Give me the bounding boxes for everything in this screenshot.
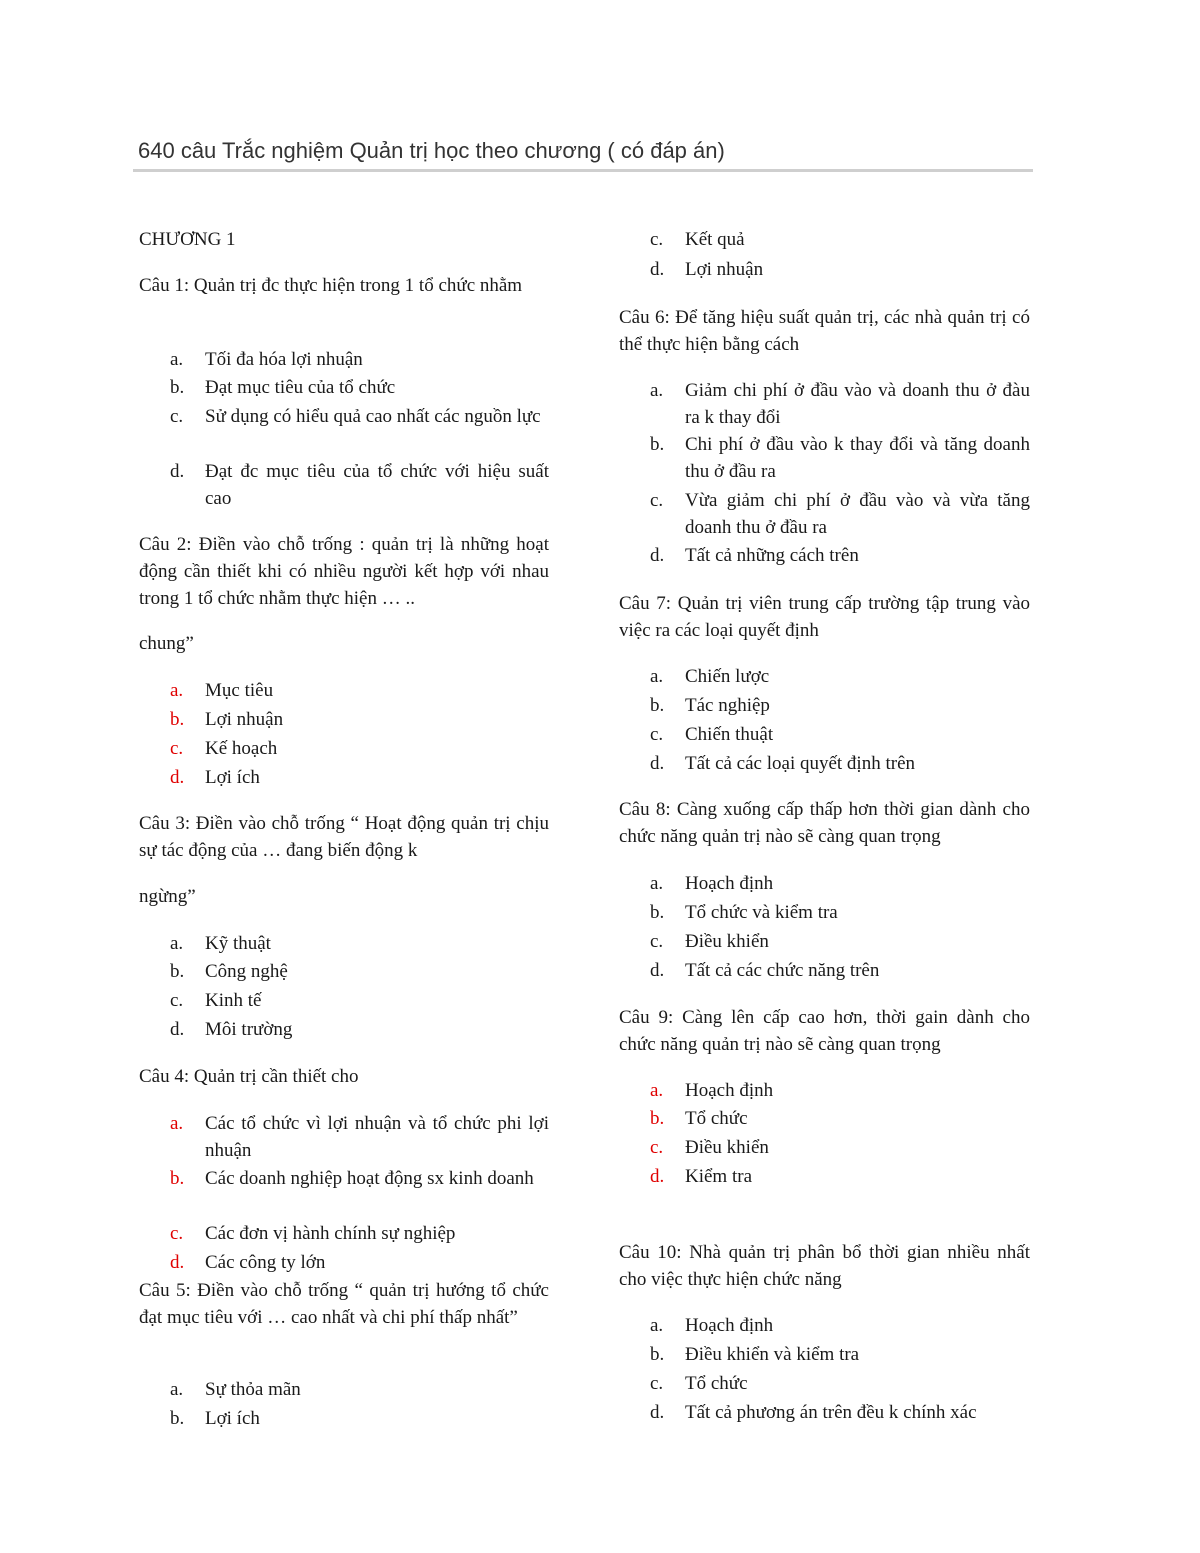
- option-marker: b.: [650, 1108, 665, 1129]
- option-marker: d.: [650, 753, 665, 774]
- q8-option-d: d. Tất cả các chức năng trên: [619, 957, 1030, 984]
- q3-option-c: c. Kinh tế: [139, 987, 549, 1014]
- q10-option-a: a. Hoạch định: [619, 1312, 1030, 1339]
- question-8: Câu 8: Càng xuống cấp thấp hơn thời gian dành cho chức năng quản trị nào sẽ càng quan trọng: [619, 799, 1030, 847]
- q7-option-b: b. Tác nghiệp: [619, 692, 1030, 719]
- q9-option-a: a. Hoạch định: [619, 1077, 1030, 1104]
- q7-option-d: d. Tất cả các loại quyết định trên: [619, 750, 1030, 777]
- q1-option-b: b. Đạt mục tiêu của tổ chức: [139, 374, 549, 401]
- q9-option-c: c. Điều khiển: [619, 1134, 1030, 1161]
- option-marker: d.: [170, 1252, 185, 1273]
- q1-option-c: c. Sử dụng có hiểu quả cao nhất các nguồn lực: [139, 403, 549, 430]
- q8-option-a: a. Hoạch định: [619, 870, 1030, 897]
- option-marker: b.: [650, 695, 665, 716]
- option-marker: b.: [650, 434, 665, 455]
- q2-option-d: d. Lợi ích: [139, 764, 549, 791]
- q7-option-c: c. Chiến thuật: [619, 721, 1030, 748]
- q6-option-b: b. Chi phí ở đầu vào k thay đổi và tăng doanh thu ở đầu ra: [619, 431, 1030, 485]
- option-marker: c.: [650, 229, 664, 250]
- option-marker: d.: [170, 1019, 185, 1040]
- option-marker: d.: [650, 960, 665, 981]
- option-marker: c.: [170, 990, 184, 1011]
- q10-option-b: b. Điều khiển và kiểm tra: [619, 1341, 1030, 1368]
- question-9: Câu 9: Càng lên cấp cao hơn, thời gain dành cho chức năng quản trị nào sẽ càng quan trọng: [619, 1007, 1030, 1055]
- option-marker: a.: [650, 380, 664, 401]
- option-marker: c.: [650, 1373, 664, 1394]
- q3-option-d: d. Môi trường: [139, 1016, 549, 1043]
- option-marker: b.: [650, 902, 665, 923]
- q8-option-b: b. Tổ chức và kiểm tra: [619, 899, 1030, 926]
- option-marker: c.: [170, 406, 184, 427]
- option-marker: b.: [170, 377, 185, 398]
- q5-option-c: c. Kết quả: [619, 226, 1030, 253]
- option-marker: c.: [170, 1223, 184, 1244]
- q1-option-d: d. Đạt đc mục tiêu của tổ chức với hiệu suất cao: [139, 458, 549, 512]
- title-divider: [133, 169, 1033, 172]
- question-3: Câu 3: Điền vào chỗ trống “ Hoạt động quản trị chịu sự tác động của … đang biến động k: [139, 813, 549, 861]
- option-marker: a.: [170, 1379, 184, 1400]
- option-marker: a.: [170, 933, 184, 954]
- question-4: Câu 4: Quản trị cần thiết cho: [139, 1066, 359, 1087]
- q4-option-b: b. Các doanh nghiệp hoạt động sx kinh doanh: [139, 1165, 549, 1192]
- q4-option-d: d. Các công ty lớn: [139, 1249, 549, 1276]
- option-marker: a.: [650, 1080, 664, 1101]
- q2-option-c: c. Kế hoạch: [139, 735, 549, 762]
- option-marker: b.: [170, 961, 185, 982]
- q9-option-d: d. Kiểm tra: [619, 1163, 1030, 1190]
- q4-option-a: a. Các tổ chức vì lợi nhuận và tổ chức phi lợi nhuận: [139, 1110, 549, 1164]
- q6-option-c: c. Vừa giảm chi phí ở đầu vào và vừa tăng doanh thu ở đầu ra: [619, 487, 1030, 541]
- q10-option-c: c. Tổ chức: [619, 1370, 1030, 1397]
- q2-option-a: a. Mục tiêu: [139, 677, 549, 704]
- document-title: 640 câu Trắc nghiệm Quản trị học theo chương ( có đáp án): [138, 138, 725, 163]
- q5-option-a: a. Sự thỏa mãn: [139, 1376, 549, 1403]
- option-marker: b.: [170, 1168, 185, 1189]
- question-10: Câu 10: Nhà quản trị phân bổ thời gian nhiều nhất cho việc thực hiện chức năng: [619, 1242, 1030, 1290]
- option-marker: a.: [170, 1113, 184, 1134]
- option-marker: c.: [650, 490, 664, 511]
- option-marker: b.: [170, 709, 185, 730]
- option-marker: a.: [650, 1315, 664, 1336]
- question-3-continued: ngừng”: [139, 886, 196, 907]
- q1-option-a: a. Tối đa hóa lợi nhuận: [139, 346, 549, 373]
- q3-option-b: b. Công nghệ: [139, 958, 549, 985]
- q8-option-c: c. Điều khiển: [619, 928, 1030, 955]
- option-marker: d.: [170, 767, 185, 788]
- option-marker: d.: [170, 461, 185, 482]
- question-2-continued: chung”: [139, 633, 194, 654]
- option-marker: c.: [650, 724, 664, 745]
- q3-option-a: a. Kỹ thuật: [139, 930, 549, 957]
- q7-option-a: a. Chiến lược: [619, 663, 1030, 690]
- option-marker: a.: [650, 666, 664, 687]
- question-7: Câu 7: Quản trị viên trung cấp trường tập trung vào việc ra các loại quyết định: [619, 593, 1030, 641]
- option-marker: d.: [650, 1402, 665, 1423]
- question-5: Câu 5: Điền vào chỗ trống “ quản trị hướng tổ chức đạt mục tiêu với … cao nhất và chi phí thấp nhất”: [139, 1280, 549, 1328]
- q10-option-d: d. Tất cả phương án trên đều k chính xác: [619, 1399, 1030, 1426]
- option-marker: b.: [170, 1408, 185, 1429]
- question-2: Câu 2: Điền vào chỗ trống : quản trị là những hoạt động cần thiết khi có nhiều người kết hợp với nhau trong 1 tổ chức nhằm thực hiện … ..: [139, 534, 549, 609]
- option-marker: c.: [170, 738, 184, 759]
- q2-option-b: b. Lợi nhuận: [139, 706, 549, 733]
- q4-option-c: c. Các đơn vị hành chính sự nghiệp: [139, 1220, 549, 1247]
- question-6: Câu 6: Để tăng hiệu suất quản trị, các nhà quản trị có thể thực hiện bằng cách: [619, 307, 1030, 355]
- q6-option-a: a. Giảm chi phí ở đầu vào và doanh thu ở đàu ra k thay đổi: [619, 377, 1030, 431]
- question-1: Câu 1: Quản trị đc thực hiện trong 1 tổ chức nhằm: [139, 275, 523, 296]
- q9-option-b: b. Tổ chức: [619, 1105, 1030, 1132]
- option-marker: c.: [650, 931, 664, 952]
- q5-option-d: d. Lợi nhuận: [619, 256, 1030, 283]
- option-marker: b.: [650, 1344, 665, 1365]
- q6-option-d: d. Tất cả những cách trên: [619, 542, 1030, 569]
- option-marker: c.: [650, 1137, 664, 1158]
- chapter-heading: CHƯƠNG 1: [139, 229, 236, 250]
- option-marker: d.: [650, 1166, 665, 1187]
- option-marker: a.: [170, 349, 184, 370]
- q5-option-b: b. Lợi ích: [139, 1405, 549, 1432]
- option-marker: a.: [170, 680, 184, 701]
- option-marker: a.: [650, 873, 664, 894]
- option-marker: d.: [650, 259, 665, 280]
- option-marker: d.: [650, 545, 665, 566]
